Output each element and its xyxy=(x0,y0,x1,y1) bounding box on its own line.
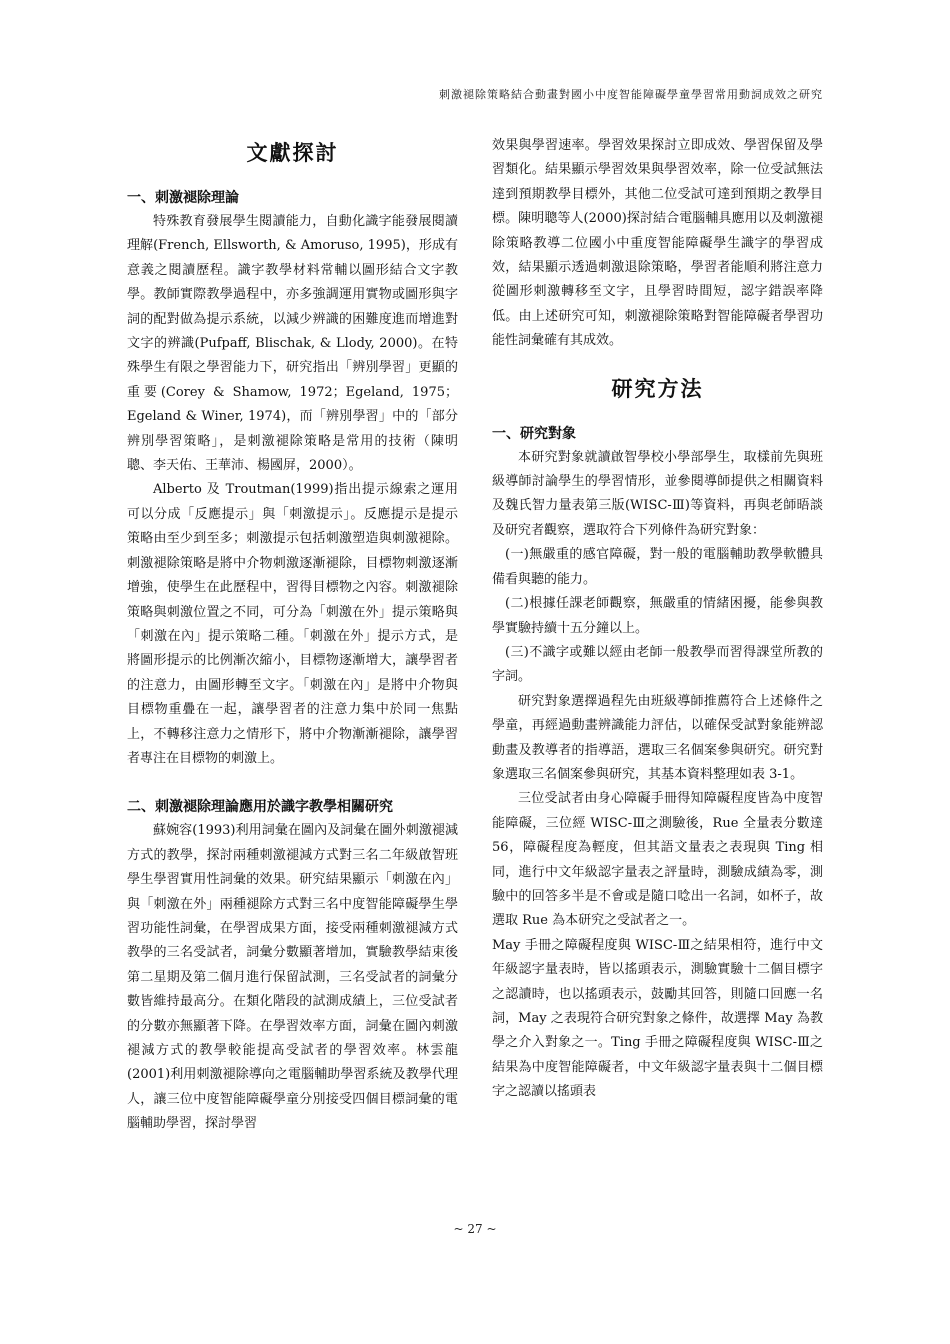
paragraph: Alberto 及 Troutman(1999)指出提示線索之運用可以分成「反應提示」與「刺激提示」。反應提示是提示策略由至少到至多；刺激提示包括刺激塑造與刺激褪除。刺激褪除策略是將中介物刺激逐漸褪除，目標物刺激逐漸增強，使學生在此歷程中，習得目標物之內容。刺激褪除策略與刺激位置之不同，可分為「刺激在外」提示策略與「刺激在內」提示策略二種。「刺激在外」提示方式，是將圖形提示的比例漸次縮小，目標物逐漸增大，讓學習者的注意力，由圖形轉至文字。「刺激在內」是將中介物與目標物重疊在一起，讓學習者的注意力集中於同一焦點上，不轉移注意力之情形下，將中介物漸漸褪除，讓學習者專注在目標物的刺激上。 xyxy=(127,482,458,766)
paragraph: 蘇婉容(1993)利用詞彙在圖內及詞彙在圖外刺激褪減方式的教學，探討兩種刺激褪減方式對三名二年級啟智班學生學習實用性詞彙的效果。研究結果顯示「刺激在內」與「刺激在外」兩種褪除方式對三名中度智能障礙學生學習功能性詞彙，在學習成果方面，接受兩種刺激褪減方式教學的三名受試者，詞彙分數顯著增加，實驗教學結束後第二星期及第二個月進行保留試測，三名受試者的詞彙分數皆維持最高分。在類化階段的試測成績上，三位受試者的分數亦無顯著下降。在學習效率方面，詞彙在圖內刺激褪減方式的教學較能提高受試者的學習效率。林雲龍(2001)利用刺激褪除導向之電腦輔助學習系統及教學代理人，讓三位中度智能障礙學童分別接受四個目標詞彙的電腦輔助學習，探討學習 xyxy=(127,823,458,1132)
running-header: 刺激褪除策略結合動畫對國小中度智能障礙學童學習常用動詞成效之研究 xyxy=(439,88,823,101)
condition-item: (二)根據任課老師觀察，無嚴重的情緒困擾，能參與教學實驗持續十五分鐘以上。 xyxy=(492,596,823,636)
condition-item: (一)無嚴重的感官障礙，對一般的電腦輔助教學軟體具備看與聽的能力。 xyxy=(492,547,823,587)
paragraph: 三位受試者由身心障礙手冊得知障礙程度皆為中度智能障礙，三位經 WISC-Ⅲ之測驗後，Rue 全量表分數達 56，障礙程度為輕度，但其語文量表之表現與 Ting 相同，進行中文年級認字量表之評量時，測驗成績為零，測驗中的回答多半是不會或是隨口唸出一名詞，如杯子，故選取 Rue 為本研究之受試者之一。 xyxy=(492,791,823,929)
paragraph: 特殊教育發展學生閱讀能力，自動化識字能發展閱讀理解(French, Ellsworth, & Amoruso, 1995)，形成有意義之閱讀歷程。識字教學材料常輔以圖形結合文字教學。教師實際教學過程中，亦多強調運用實物或圖形與字詞的配對做為提示系統，以減少辨識的困難度進而增進對文字的辨識(Pufpaff, Blischak, & Llody, 2000)。在特殊學生有限之學習能力下，研究指出「辨別學習」更顯的重要(Corey & Shamow, 1972；Egeland, 1975；Egeland & Winer, 1974)，而「辨別學習」中的「部分辨別學習策略」，是刺激褪除策略是常用的技術（陳明聰、李天佑、王華沛、楊國屏，2000）。 xyxy=(127,214,458,474)
paragraph-continuation: 效果與學習速率。學習效果探討立即成效、學習保留及學習類化。結果顯示學習效果與學習效率，除一位受試無法達到預期教學目標外，其他二位受試可達到預期之教學目標。陳明聰等人(2000)探討結合電腦輔具應用以及刺激褪除策略教導二位國小中重度智能障礙學生識字的學習成效，結果顯示透過刺激退除策略，學習者能順利將注意力從圖形刺激轉移至文字，且學習時間短，認字錯誤率降低。由上述研究可知，刺激褪除策略對智能障礙者學習功能性詞彙確有其成效。 xyxy=(492,138,823,349)
paragraph: May 手冊之障礙程度與 WISC-Ⅲ之結果相符，進行中文年級認字量表時，皆以搖頭表示，測驗實驗十二個目標字之認讀時，也以搖頭表示，鼓勵其回答，則隨口回應一名詞，May 之表現符合研究對象之條件，故選擇 May 為教學之介入對象之一。Ting 手冊之障礙程度與 WISC-Ⅲ之結果為中度智能障礙者，中文年級認字量表與十二個目標字之認讀以搖頭表 xyxy=(492,937,823,1100)
condition-item: (三)不識字或難以經由老師一般教學而習得課堂所教的字詞。 xyxy=(492,644,823,685)
subheading-stimulus-fading-theory: 一、刺激褪除理論 xyxy=(127,190,239,206)
right-column xyxy=(492,134,823,1105)
paragraph: 研究對象選擇過程先由班級導師推薦符合上述條件之學童，再經過動畫辨識能力評估，以確保受試對象能辨認動畫及教導者的指導語，選取三名個案參與研究。研究對象選取三名個案參與研究，其基本資料整理如表 3-1。 xyxy=(492,693,823,782)
section-title-literature-review: 文獻探討 xyxy=(246,140,339,165)
subheading-related-research: 二、刺激褪除理論應用於識字教學相關研究 xyxy=(127,799,393,816)
page-number: ~ 27 ~ xyxy=(453,1222,497,1236)
section-title-research-method: 研究方法 xyxy=(611,375,704,401)
paragraph: 本研究對象就讀啟智學校小學部學生，取樣前先與班級導師討論學生的學習情形，並參閱導師提供之相關資料及魏氏智力量表第三版(WISC-Ⅲ)等資料，再與老師晤談及研究者觀察，選取符合下列條件為研究對象： xyxy=(492,449,823,538)
subheading-research-subjects: 一、研究對象 xyxy=(492,425,576,442)
left-column xyxy=(127,134,458,1137)
